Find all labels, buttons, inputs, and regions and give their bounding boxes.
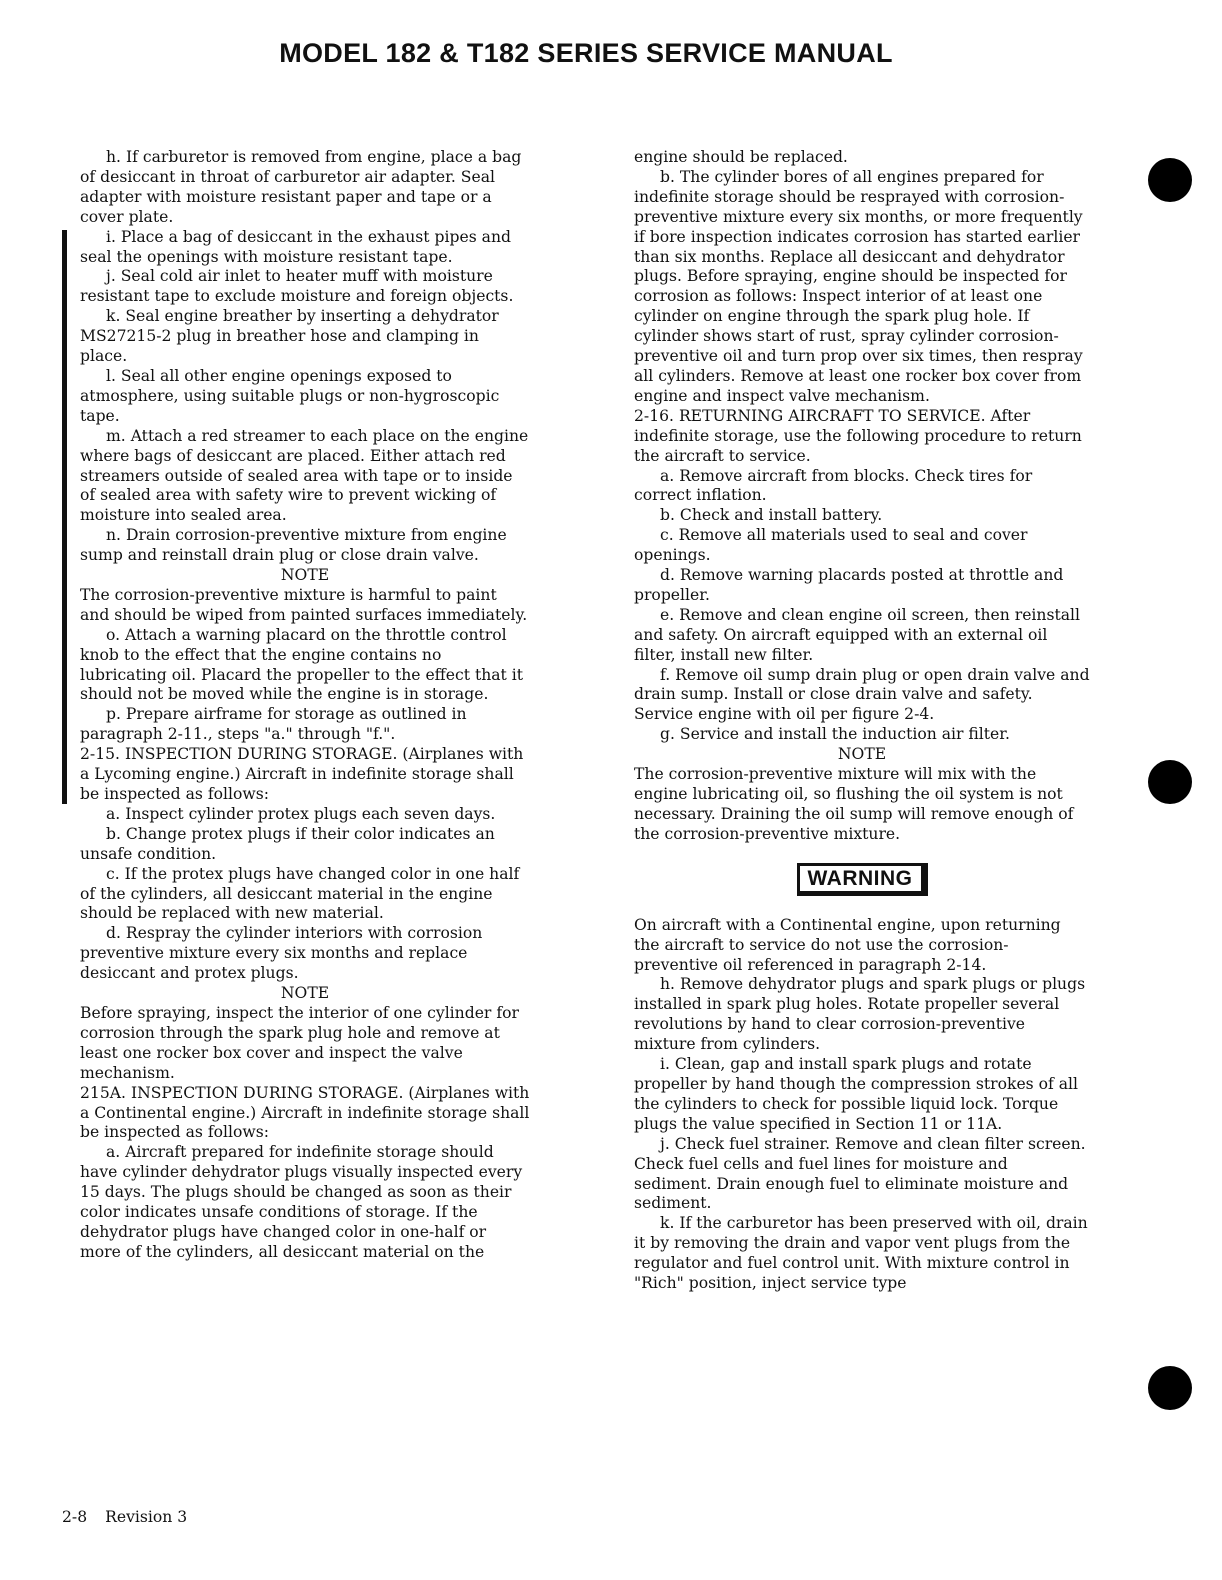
binder-hole-icon [1148, 1366, 1192, 1410]
note-body: Before spraying, inspect the interior of one cylinder for corrosion through the spark plug hole and remove at least one rocker box cover and inspect the valve mechanism. [80, 1003, 519, 1082]
step-2-16-h: h. Remove dehydrator plugs and spark plugs or plugs installed in spark plug holes. Rotate propeller several revolutions by hand to clear corrosion-preventive mixture from cylinders. [634, 975, 1086, 1054]
step-2-15-d: d. Respray the cylinder interiors with corrosion preventive mixture every six months and replace desiccant and protex plugs. [80, 924, 483, 983]
step-215a-b: b. The cylinder bores of all engines prepared for indefinite storage should be resprayed with corrosion-preventive mixture every six months, or more frequently if bore inspection indicates corrosion has started earlier than six months. Replace all desiccant and dehydrator plugs. Before spraying, engine should be inspected for corrosion as follows: Inspect interior of at least one cylinder on engine through the spark plug hole. If cylinder shows start of rust, spray cylinder corrosion-preventive oil and turn prop over six times, then respray all cylinders. Remove at least one rocker box cover from engine and inspect valve mechanism. [634, 167, 1083, 405]
note-title: NOTE [280, 984, 330, 1003]
step-2-15-a: a. Inspect cylinder protex plugs each seven days. [106, 804, 496, 823]
page-footer [62, 1508, 205, 1526]
page-title: MODEL 182 & T182 SERIES SERVICE MANUAL [279, 38, 893, 68]
binder-hole-icon [1148, 760, 1192, 804]
section-2-16-heading: 2-16. RETURNING AIRCRAFT TO SERVICE. After indefinite storage, use the following procedure to return the aircraft to service. [634, 406, 1082, 465]
change-bar [62, 230, 67, 804]
step-2-16-d: d. Remove warning placards posted at throttle and propeller. [634, 566, 1064, 604]
step-2-16-i: i. Clean, gap and install spark plugs and rotate propeller by hand though the compression strokes of all the cylinders to check for possible liquid lock. Torque plugs the value specified in Section 11 or 11A. [634, 1055, 1079, 1133]
step-2-16-f: f. Remove oil sump drain plug or open drain valve and drain sump. Install or close drain valve and safety. Service engine with oil per figure 2-4. [634, 665, 1090, 724]
revision-label: Revision 3 [105, 1508, 188, 1526]
step-k: k. Seal engine breather by inserting a dehydrator MS27215-2 plug in breather hose and clamping in place. [80, 307, 499, 366]
step-h: h. If carburetor is removed from engine, place a bag of desiccant in throat of carburetor air adapter. Seal adapter with moisture resistant paper and tape or a cover plate. [80, 148, 522, 226]
step-2-16-g: g. Service and install the induction air filter. [660, 725, 1010, 744]
step-2-16-e: e. Remove and clean engine oil screen, then reinstall and safety. On aircraft equipped with an external oil filter, install new filter. [634, 605, 1080, 664]
section-2-15-heading: 2-15. INSPECTION DURING STORAGE. (Airplanes with a Lycoming engine.) Aircraft in indefinite storage shall be inspected as follows: [80, 745, 524, 803]
warning-label: WARNING [797, 863, 928, 896]
warning-container [634, 863, 1090, 896]
left-column [80, 148, 530, 1263]
page-number: 2-8 [62, 1508, 88, 1526]
warning-body: On aircraft with a Continental engine, upon returning the aircraft to service do not use the corrosion-preventive oil referenced in paragraph 2-14. [634, 915, 1061, 974]
step-2-16-c: c. Remove all materials used to seal and cover openings. [634, 526, 1028, 565]
note-body: The corrosion-preventive mixture is harmful to paint and should be wiped from painted surfaces immediately. [80, 585, 528, 624]
section-215a-heading: 215A. INSPECTION DURING STORAGE. (Airplanes with a Continental engine.) Aircraft in indefinite storage shall be inspected as follows: [80, 1083, 530, 1142]
step-m: m. Attach a red streamer to each place on the engine where bags of desiccant are placed. Either attach red streamers outside of sealed area with tape or to inside of sealed area with safety wire to prevent wicking of moisture into sealed area. [80, 426, 529, 525]
step-p: p. Prepare airframe for storage as outlined in paragraph 2-11., steps "a." through "f.". [80, 705, 467, 744]
step-2-15-c: c. If the protex plugs have changed color in one half of the cylinders, all desiccant material in the engine should be replaced with new material. [80, 864, 520, 923]
step-l: l. Seal all other engine openings exposed to atmosphere, using suitable plugs or non-hygroscopic tape. [80, 366, 500, 425]
step-2-16-a: a. Remove aircraft from blocks. Check tires for correct inflation. [634, 466, 1033, 505]
step-j: j. Seal cold air inlet to heater muff with moisture resistant tape to exclude moisture and foreign objects. [80, 267, 514, 306]
step-2-16-j: j. Check fuel strainer. Remove and clean filter screen. Check fuel cells and fuel lines for moisture and sediment. Drain enough fuel to eliminate moisture and sediment. [634, 1134, 1086, 1213]
binder-hole-icon [1148, 158, 1192, 202]
right-column [634, 148, 1090, 1294]
step-i: i. Place a bag of desiccant in the exhaust pipes and seal the openings with moisture resistant tape. [80, 227, 511, 266]
step-215a-a: a. Aircraft prepared for indefinite storage should have cylinder dehydrator plugs visually inspected every 15 days. The plugs should be changed as soon as their color indicates unsafe conditions of storage. If the dehydrator plugs have changed color in one-half or more of the cylinders, all desiccant material on the [80, 1143, 523, 1261]
step-2-15-b: b. Change protex plugs if their color indicates an unsafe condition. [80, 824, 495, 863]
note-title: NOTE [837, 745, 887, 764]
step-n: n. Drain corrosion-preventive mixture from engine sump and reinstall drain plug or close drain valve. [80, 526, 507, 565]
note-title: NOTE [280, 566, 330, 585]
step-o: o. Attach a warning placard on the throttle control knob to the effect that the engine contains no lubricating oil. Placard the propeller to the effect that it should not be moved while the engine is in storage. [80, 625, 524, 704]
step-2-16-b: b. Check and install battery. [660, 506, 883, 525]
step-2-16-k: k. If the carburetor has been preserved with oil, drain it by removing the drain and vapor vent plugs from the regulator and fuel control unit. With mixture control in "Rich" position, inject service type [634, 1214, 1088, 1293]
continued-text: engine should be replaced. [634, 148, 848, 166]
note-body: The corrosion-preventive mixture will mix with the engine lubricating oil, so flushing the oil system is not necessary. Draining the oil sump will remove enough of the corrosion-preventive mixture. [634, 765, 1074, 843]
